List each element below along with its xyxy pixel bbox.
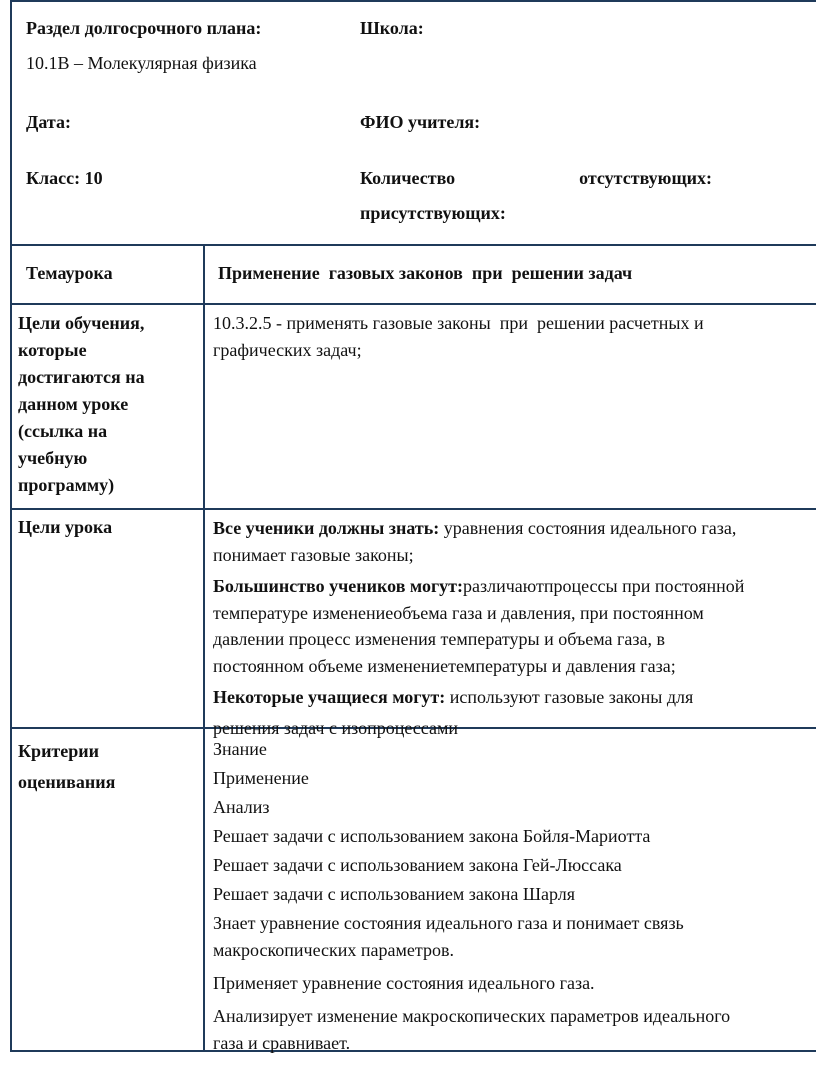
goals-all-line: [213, 515, 744, 542]
row-divider-2: [10, 303, 816, 305]
goals-most-text: различаютпроцессы при постоянной: [462, 576, 745, 596]
criteria-item: Анализирует изменение макроскопических параметров идеального: [213, 1006, 731, 1026]
goals-most-text: давлении процесс изменения температуры и объема газа, в: [213, 629, 665, 649]
criteria-item: Знание: [213, 739, 267, 759]
absent-word: отсутствующих:: [579, 168, 712, 188]
learning-objectives-label-line: учебную: [18, 448, 88, 468]
border-top: [10, 0, 816, 2]
lesson-plan-sheet: [10, 0, 816, 1052]
goals-most-text: постоянном объеме изменениетемпературы и давления газа;: [213, 655, 676, 676]
learning-objectives-label-line: (ссылка на: [18, 421, 108, 441]
goals-some-heading: Некоторые учащиеся могут:: [213, 687, 446, 707]
goals-all-text: понимает газовые законы;: [213, 544, 414, 565]
criteria-label: [18, 736, 115, 798]
criteria-list: [213, 736, 730, 1057]
topic-value: Применение газовых законов при решении задач: [218, 263, 633, 283]
learning-objectives-label-line: программу): [18, 475, 115, 495]
criteria-item: Решает задачи с использованием закона Бойля-Мариотта: [213, 826, 651, 846]
count-word: Количество: [360, 168, 456, 188]
learning-objectives-label: [18, 310, 145, 499]
criteria-item: макроскопических параметров.: [213, 940, 454, 960]
present-count-label: присутствующих:: [360, 203, 506, 223]
learning-objectives-label-line: достигаются на: [18, 367, 145, 387]
goals-some-line: [213, 684, 744, 711]
class-label: Класс: 10: [26, 168, 103, 188]
goals-some-text: используют газовые законы для: [445, 687, 694, 707]
plan-section-label: Раздел долгосрочного плана:: [26, 18, 262, 38]
lesson-goals-label: Цели урока: [18, 517, 113, 537]
lesson-goals-value: [213, 515, 744, 741]
teacher-label: ФИО учителя:: [360, 112, 481, 132]
criteria-item: Применение: [213, 768, 309, 788]
goals-most-line: [213, 573, 744, 600]
goals-most-text: температуре изменениеобъема газа и давления, при постоянном: [213, 602, 704, 623]
learning-objectives-label-line: Цели обучения,: [18, 313, 145, 333]
criteria-label-line: Критерии: [18, 741, 100, 761]
learning-objectives-label-line: которые: [18, 340, 87, 360]
goals-most-heading: Большинство учеников могут:: [213, 576, 463, 596]
criteria-label-line: оценивания: [18, 772, 116, 792]
criteria-item: Решает задачи с использованием закона Гей-Люссака: [213, 855, 622, 875]
criteria-item: Знает уравнение состояния идеального газа и понимает связь: [213, 913, 684, 933]
goals-all-heading: Все ученики должны знать:: [213, 518, 440, 538]
criteria-item: Применяет уравнение состояния идеального газа.: [213, 973, 595, 993]
learning-objectives-line: 10.3.2.5 - применять газовые законы при решении расчетных и: [213, 313, 704, 333]
school-label: Школа:: [360, 18, 424, 38]
absent-count-label: [360, 166, 712, 190]
column-divider: [203, 244, 205, 1052]
topic-label: Темаурока: [26, 263, 113, 283]
learning-objectives-line: графических задач;: [213, 340, 362, 360]
criteria-item: газа и сравнивает.: [213, 1033, 351, 1053]
criteria-item: Анализ: [213, 797, 270, 817]
row-divider-1: [10, 244, 816, 246]
date-label: Дата:: [26, 112, 71, 132]
row-divider-3: [10, 508, 816, 510]
border-left: [10, 0, 12, 1052]
goals-some-text: решения задач с изопроцессами: [213, 717, 459, 738]
goals-all-text: уравнения состояния идеального газа,: [439, 518, 737, 538]
learning-objectives-label-line: данном уроке: [18, 394, 129, 414]
plan-section-value: 10.1В – Молекулярная физика: [26, 53, 257, 73]
criteria-item: Решает задачи с использованием закона Шарля: [213, 884, 576, 904]
learning-objectives-value: [213, 310, 704, 364]
